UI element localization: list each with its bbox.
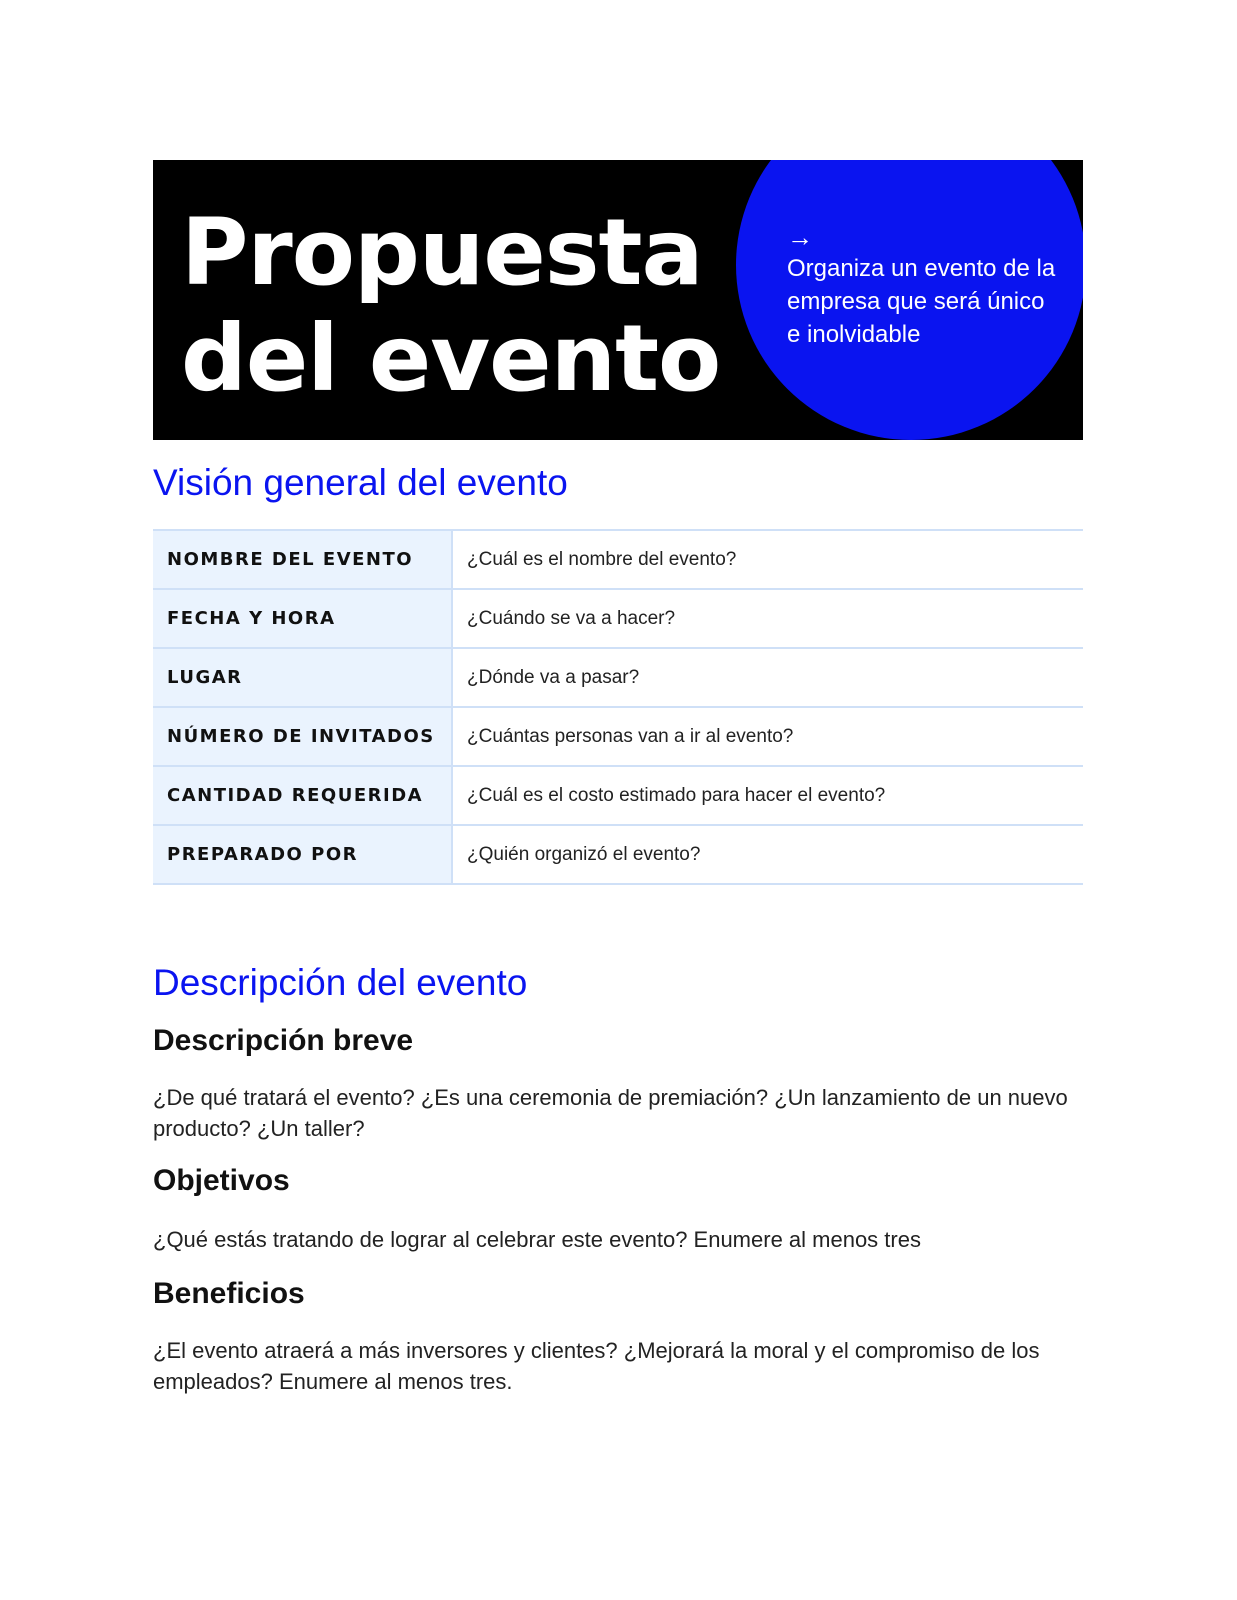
table-row	[153, 766, 1083, 825]
brief-description-text[interactable]: ¿De qué tratará el evento? ¿Es una ceremonia de premiación? ¿Un lanzamiento de un nuevo producto? ¿Un taller?	[153, 1085, 1068, 1141]
table-row	[153, 825, 1083, 884]
row-value[interactable]: ¿Dónde va a pasar?	[452, 648, 1083, 707]
row-label: LUGAR	[153, 648, 452, 707]
header-tagline: Organiza un evento de la empresa que será único e inolvidable	[787, 255, 1056, 348]
row-value[interactable]: ¿Cuál es el costo estimado para hacer el evento?	[452, 766, 1083, 825]
row-label: FECHA Y HORA	[153, 589, 452, 648]
overview-heading: Visión general del evento	[153, 462, 568, 503]
objectives-text[interactable]: ¿Qué estás tratando de lograr al celebrar este evento? Enumere al menos tres	[153, 1227, 921, 1252]
arrow-right-icon: →	[787, 222, 813, 252]
brief-description-heading: Descripción breve	[153, 1024, 414, 1057]
header-banner	[153, 160, 1083, 440]
row-value[interactable]: ¿Cuántas personas van a ir al evento?	[452, 707, 1083, 766]
row-label: NÚMERO DE INVITADOS	[153, 707, 452, 766]
title-line-1: Propuesta	[181, 199, 703, 306]
objectives-heading: Objetivos	[153, 1164, 290, 1197]
table-row	[153, 707, 1083, 766]
table-row	[153, 589, 1083, 648]
table-row	[153, 648, 1083, 707]
event-overview-table	[153, 529, 1083, 885]
table-row	[153, 530, 1083, 589]
document-title	[181, 200, 720, 412]
row-value[interactable]: ¿Quién organizó el evento?	[452, 825, 1083, 884]
title-line-2: del evento	[181, 305, 721, 412]
benefits-heading: Beneficios	[153, 1277, 305, 1310]
row-value[interactable]: ¿Cuándo se va a hacer?	[452, 589, 1083, 648]
row-value[interactable]: ¿Cuál es el nombre del evento?	[452, 530, 1083, 589]
row-label: CANTIDAD REQUERIDA	[153, 766, 452, 825]
description-heading: Descripción del evento	[153, 962, 528, 1003]
benefits-text[interactable]: ¿El evento atraerá a más inversores y clientes? ¿Mejorará la moral y el compromiso de los empleados? Enumere al menos tres.	[153, 1338, 1040, 1394]
header-tagline-block	[787, 222, 1057, 351]
row-label: NOMBRE DEL EVENTO	[153, 530, 452, 589]
row-label: PREPARADO POR	[153, 825, 452, 884]
